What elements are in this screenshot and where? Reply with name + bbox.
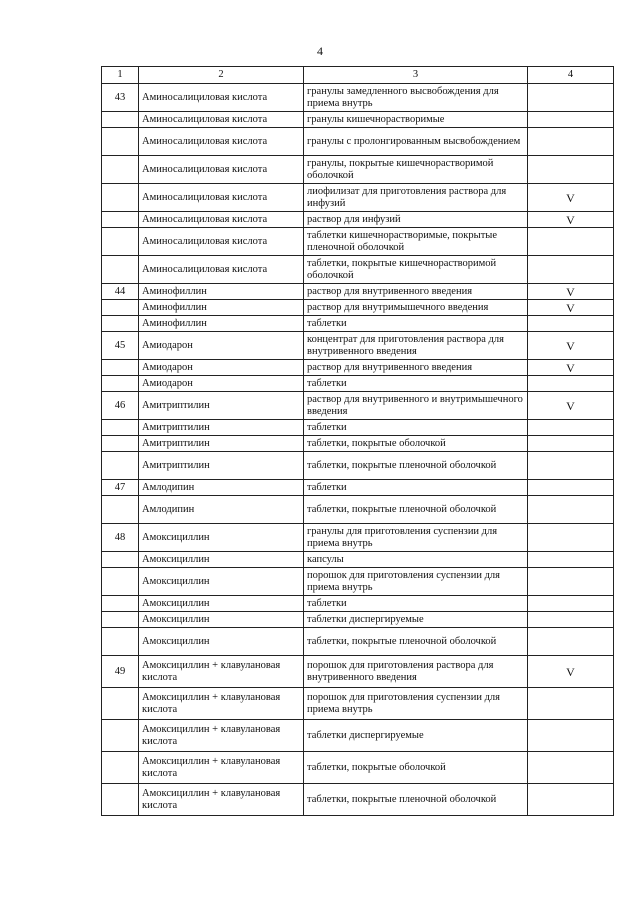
dosage-form-cell: капсулы bbox=[304, 552, 528, 568]
drug-name-cell: Амоксициллин + клавулановая кислота bbox=[139, 784, 304, 816]
dosage-form-cell: таблетки bbox=[304, 596, 528, 612]
drug-name-cell: Амитриптилин bbox=[139, 452, 304, 480]
row-number-cell bbox=[102, 112, 139, 128]
mark-cell bbox=[528, 752, 614, 784]
dosage-form-cell: раствор для внутримышечного введения bbox=[304, 300, 528, 316]
mark-cell bbox=[528, 436, 614, 452]
row-number-cell bbox=[102, 436, 139, 452]
table-row bbox=[102, 300, 614, 316]
row-number-cell: 49 bbox=[102, 656, 139, 688]
mark-cell bbox=[528, 688, 614, 720]
dosage-form-cell: таблетки, покрытые пленочной оболочкой bbox=[304, 628, 528, 656]
dosage-form-cell: таблетки диспергируемые bbox=[304, 612, 528, 628]
drug-name-cell: Амиодарон bbox=[139, 376, 304, 392]
drug-name-cell: Аминосалициловая кислота bbox=[139, 84, 304, 112]
mark-cell bbox=[528, 596, 614, 612]
drug-name-cell: Амитриптилин bbox=[139, 436, 304, 452]
drug-name-cell: Аминофиллин bbox=[139, 300, 304, 316]
drug-table bbox=[101, 66, 614, 816]
drug-name-cell: Амитриптилин bbox=[139, 420, 304, 436]
table-row bbox=[102, 392, 614, 420]
table-row bbox=[102, 436, 614, 452]
row-number-cell bbox=[102, 720, 139, 752]
mark-cell: V bbox=[528, 212, 614, 228]
header-row bbox=[102, 67, 614, 84]
mark-cell: V bbox=[528, 360, 614, 376]
table-row bbox=[102, 612, 614, 628]
row-number-cell: 45 bbox=[102, 332, 139, 360]
table-row bbox=[102, 628, 614, 656]
dosage-form-cell: таблетки кишечнорастворимые, покрытые пленочной оболочкой bbox=[304, 228, 528, 256]
dosage-form-cell: лиофилизат для приготовления раствора для инфузий bbox=[304, 184, 528, 212]
drug-name-cell: Амоксициллин + клавулановая кислота bbox=[139, 656, 304, 688]
mark-cell bbox=[528, 256, 614, 284]
table-row bbox=[102, 84, 614, 112]
mark-cell bbox=[528, 496, 614, 524]
mark-cell bbox=[528, 112, 614, 128]
drug-name-cell: Амоксициллин + клавулановая кислота bbox=[139, 752, 304, 784]
drug-name-cell: Аминосалициловая кислота bbox=[139, 112, 304, 128]
drug-name-cell: Аминосалициловая кислота bbox=[139, 156, 304, 184]
table-row bbox=[102, 128, 614, 156]
table-row bbox=[102, 568, 614, 596]
drug-name-cell: Амоксициллин bbox=[139, 596, 304, 612]
table-row bbox=[102, 452, 614, 480]
dosage-form-cell: таблетки, покрытые кишечнорастворимой оболочкой bbox=[304, 256, 528, 284]
drug-name-cell: Аминосалициловая кислота bbox=[139, 184, 304, 212]
header-cell-4: 4 bbox=[528, 67, 614, 84]
drug-name-cell: Амоксициллин + клавулановая кислота bbox=[139, 720, 304, 752]
dosage-form-cell: гранулы для приготовления суспензии для приема внутрь bbox=[304, 524, 528, 552]
row-number-cell bbox=[102, 596, 139, 612]
drug-name-cell: Амоксициллин bbox=[139, 524, 304, 552]
dosage-form-cell: таблетки, покрытые пленочной оболочкой bbox=[304, 452, 528, 480]
row-number-cell: 43 bbox=[102, 84, 139, 112]
table-row bbox=[102, 376, 614, 392]
mark-cell: V bbox=[528, 332, 614, 360]
table-row bbox=[102, 720, 614, 752]
row-number-cell bbox=[102, 184, 139, 212]
table-row bbox=[102, 228, 614, 256]
mark-cell bbox=[528, 316, 614, 332]
row-number-cell bbox=[102, 752, 139, 784]
table-row bbox=[102, 752, 614, 784]
dosage-form-cell: таблетки bbox=[304, 316, 528, 332]
row-number-cell bbox=[102, 784, 139, 816]
header-cell-3: 3 bbox=[304, 67, 528, 84]
dosage-form-cell: таблетки bbox=[304, 480, 528, 496]
row-number-cell bbox=[102, 568, 139, 596]
mark-cell bbox=[528, 720, 614, 752]
dosage-form-cell: таблетки, покрытые оболочкой bbox=[304, 752, 528, 784]
table-row bbox=[102, 420, 614, 436]
mark-cell bbox=[528, 84, 614, 112]
drug-name-cell: Амоксициллин bbox=[139, 552, 304, 568]
row-number-cell bbox=[102, 496, 139, 524]
dosage-form-cell: раствор для инфузий bbox=[304, 212, 528, 228]
table-row bbox=[102, 784, 614, 816]
drug-name-cell: Амоксициллин + клавулановая кислота bbox=[139, 688, 304, 720]
table-row bbox=[102, 316, 614, 332]
dosage-form-cell: раствор для внутривенного и внутримышечного введения bbox=[304, 392, 528, 420]
table-row bbox=[102, 496, 614, 524]
drug-name-cell: Аминофиллин bbox=[139, 284, 304, 300]
dosage-form-cell: таблетки, покрытые оболочкой bbox=[304, 436, 528, 452]
drug-name-cell: Аминофиллин bbox=[139, 316, 304, 332]
drug-name-cell: Амитриптилин bbox=[139, 392, 304, 420]
mark-cell bbox=[528, 420, 614, 436]
dosage-form-cell: таблетки, покрытые пленочной оболочкой bbox=[304, 784, 528, 816]
mark-cell bbox=[528, 156, 614, 184]
table-row bbox=[102, 112, 614, 128]
table-row bbox=[102, 284, 614, 300]
header-cell-1: 1 bbox=[102, 67, 139, 84]
table-row bbox=[102, 656, 614, 688]
dosage-form-cell: гранулы, покрытые кишечнорастворимой оболочкой bbox=[304, 156, 528, 184]
mark-cell: V bbox=[528, 656, 614, 688]
drug-name-cell: Амиодарон bbox=[139, 360, 304, 376]
dosage-form-cell: таблетки диспергируемые bbox=[304, 720, 528, 752]
drug-name-cell: Аминосалициловая кислота bbox=[139, 212, 304, 228]
dosage-form-cell: раствор для внутривенного введения bbox=[304, 284, 528, 300]
table-row bbox=[102, 212, 614, 228]
row-number-cell bbox=[102, 688, 139, 720]
table-row bbox=[102, 156, 614, 184]
mark-cell bbox=[528, 784, 614, 816]
table-row bbox=[102, 480, 614, 496]
mark-cell bbox=[528, 228, 614, 256]
mark-cell bbox=[528, 452, 614, 480]
drug-name-cell: Амлодипин bbox=[139, 496, 304, 524]
dosage-form-cell: порошок для приготовления суспензии для приема внутрь bbox=[304, 688, 528, 720]
drug-name-cell: Аминосалициловая кислота bbox=[139, 128, 304, 156]
row-number-cell bbox=[102, 128, 139, 156]
table-row bbox=[102, 688, 614, 720]
row-number-cell bbox=[102, 612, 139, 628]
table-row bbox=[102, 596, 614, 612]
dosage-form-cell: таблетки bbox=[304, 376, 528, 392]
dosage-form-cell: таблетки bbox=[304, 420, 528, 436]
mark-cell bbox=[528, 480, 614, 496]
dosage-form-cell: гранулы замедленного высвобождения для приема внутрь bbox=[304, 84, 528, 112]
table-row bbox=[102, 184, 614, 212]
drug-name-cell: Амоксициллин bbox=[139, 628, 304, 656]
dosage-form-cell: таблетки, покрытые пленочной оболочкой bbox=[304, 496, 528, 524]
mark-cell bbox=[528, 376, 614, 392]
row-number-cell: 44 bbox=[102, 284, 139, 300]
row-number-cell bbox=[102, 228, 139, 256]
header-cell-2: 2 bbox=[139, 67, 304, 84]
table-row bbox=[102, 524, 614, 552]
row-number-cell: 46 bbox=[102, 392, 139, 420]
drug-name-cell: Аминосалициловая кислота bbox=[139, 228, 304, 256]
page-number: 4 bbox=[317, 44, 323, 58]
mark-cell bbox=[528, 552, 614, 568]
row-number-cell bbox=[102, 360, 139, 376]
row-number-cell bbox=[102, 420, 139, 436]
mark-cell: V bbox=[528, 284, 614, 300]
dosage-form-cell: концентрат для приготовления раствора для внутривенного введения bbox=[304, 332, 528, 360]
mark-cell bbox=[528, 612, 614, 628]
row-number-cell bbox=[102, 552, 139, 568]
row-number-cell bbox=[102, 316, 139, 332]
dosage-form-cell: порошок для приготовления раствора для внутривенного введения bbox=[304, 656, 528, 688]
drug-name-cell: Амлодипин bbox=[139, 480, 304, 496]
drug-name-cell: Амоксициллин bbox=[139, 568, 304, 596]
table-row bbox=[102, 332, 614, 360]
row-number-cell bbox=[102, 300, 139, 316]
dosage-form-cell: гранулы с пролонгированным высвобождением bbox=[304, 128, 528, 156]
row-number-cell: 48 bbox=[102, 524, 139, 552]
row-number-cell: 47 bbox=[102, 480, 139, 496]
mark-cell bbox=[528, 128, 614, 156]
dosage-form-cell: раствор для внутривенного введения bbox=[304, 360, 528, 376]
mark-cell bbox=[528, 524, 614, 552]
drug-name-cell: Амоксициллин bbox=[139, 612, 304, 628]
drug-name-cell: Амиодарон bbox=[139, 332, 304, 360]
mark-cell: V bbox=[528, 184, 614, 212]
row-number-cell bbox=[102, 212, 139, 228]
row-number-cell bbox=[102, 452, 139, 480]
mark-cell bbox=[528, 628, 614, 656]
mark-cell: V bbox=[528, 392, 614, 420]
dosage-form-cell: гранулы кишечнорастворимые bbox=[304, 112, 528, 128]
drug-name-cell: Аминосалициловая кислота bbox=[139, 256, 304, 284]
table-row bbox=[102, 552, 614, 568]
dosage-form-cell: порошок для приготовления суспензии для приема внутрь bbox=[304, 568, 528, 596]
row-number-cell bbox=[102, 156, 139, 184]
table-row bbox=[102, 256, 614, 284]
table-row bbox=[102, 360, 614, 376]
mark-cell: V bbox=[528, 300, 614, 316]
row-number-cell bbox=[102, 376, 139, 392]
row-number-cell bbox=[102, 628, 139, 656]
row-number-cell bbox=[102, 256, 139, 284]
mark-cell bbox=[528, 568, 614, 596]
